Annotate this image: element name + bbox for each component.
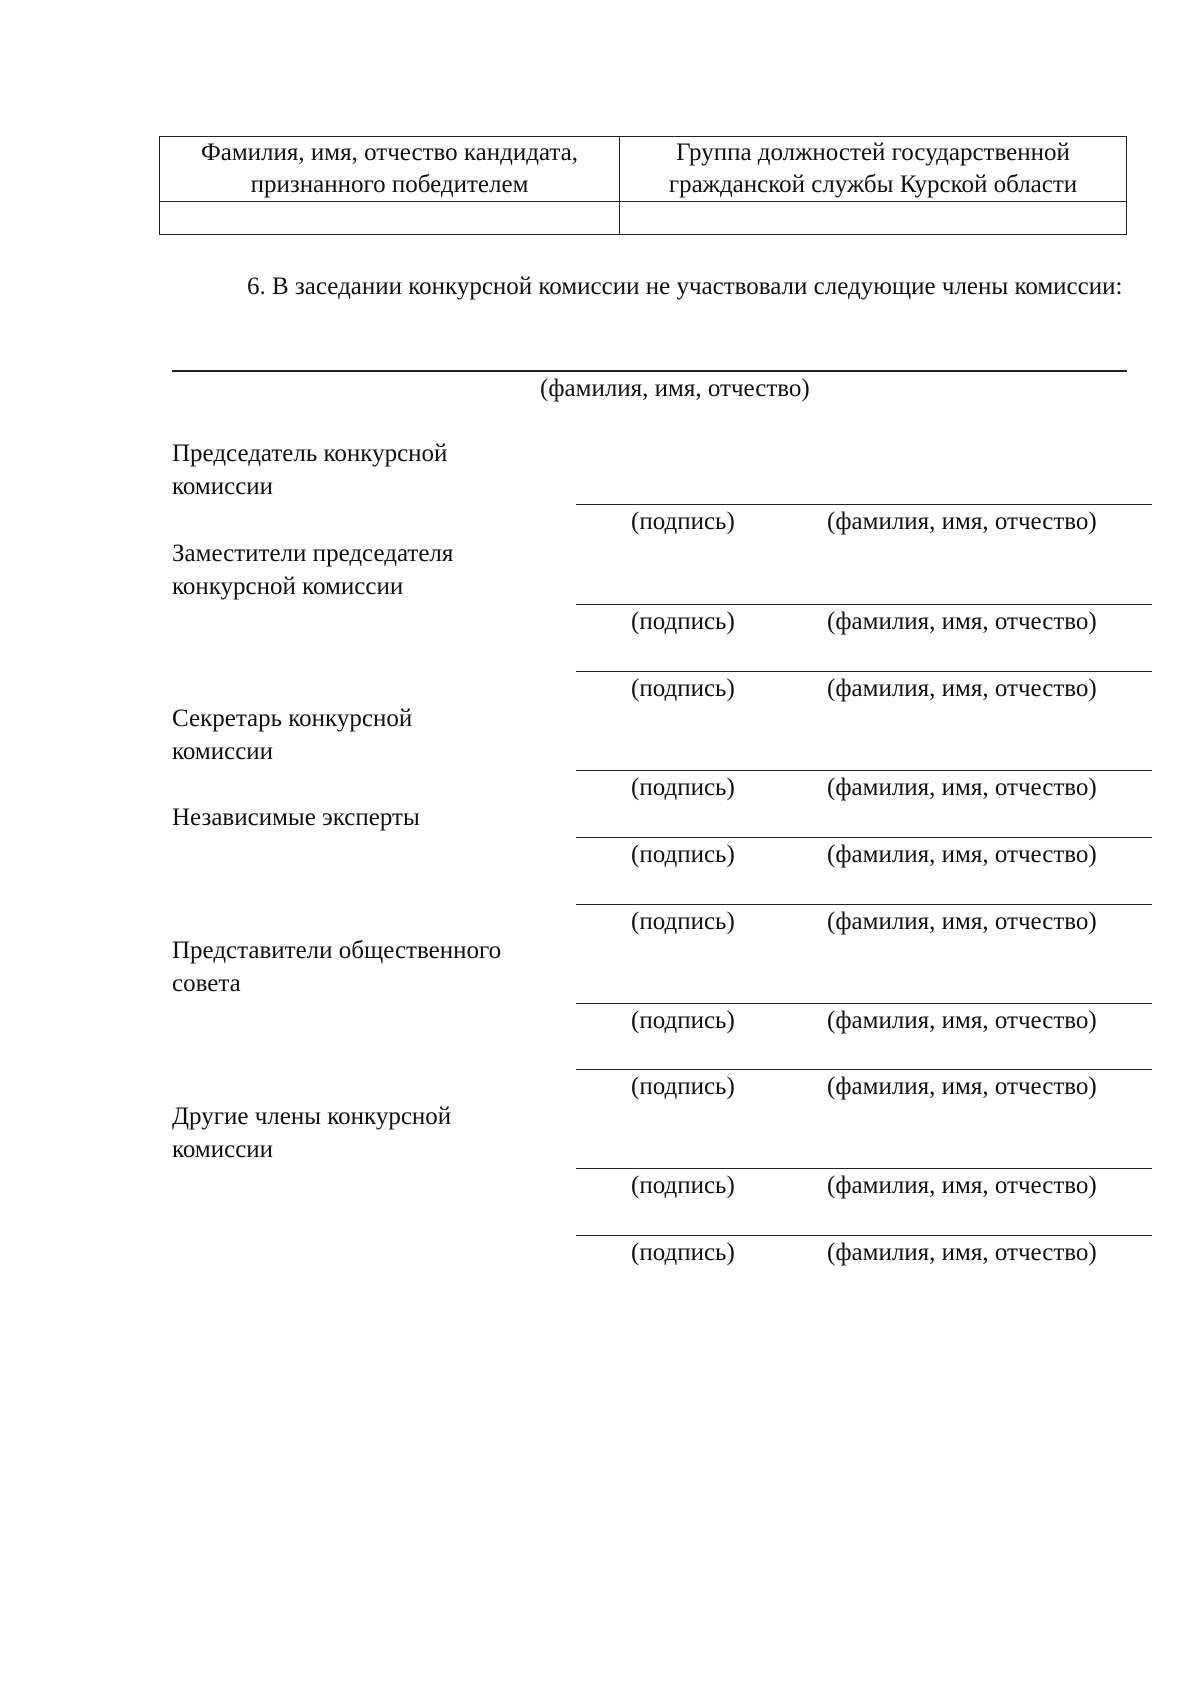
signature-caption: (подпись) bbox=[631, 508, 735, 535]
signature-caption: (подпись) bbox=[631, 1239, 735, 1266]
signature-line bbox=[576, 1235, 1152, 1236]
table-header-candidate: Фамилия, имя, отчество кандидата, признанного победителем bbox=[160, 137, 620, 202]
fio-caption: (фамилия, имя, отчество) bbox=[827, 841, 1097, 868]
signature-line bbox=[576, 1003, 1152, 1004]
signature-caption: (подпись) bbox=[631, 608, 735, 635]
role-label-independent-experts: Независимые эксперты bbox=[172, 804, 420, 831]
signature-line bbox=[576, 837, 1152, 838]
signature-line bbox=[576, 1168, 1152, 1169]
signature-line bbox=[576, 604, 1152, 605]
signature-caption: (подпись) bbox=[631, 908, 735, 935]
role-label-other-members: Другие члены конкурсной комиссии bbox=[172, 1103, 452, 1163]
absent-members-line bbox=[172, 370, 1127, 372]
table-row bbox=[160, 202, 1127, 235]
table-header-row bbox=[160, 137, 1127, 202]
signature-caption: (подпись) bbox=[631, 1172, 735, 1199]
signature-line bbox=[576, 671, 1152, 672]
fio-caption: (фамилия, имя, отчество) bbox=[827, 774, 1097, 801]
fio-caption: (фамилия, имя, отчество) bbox=[827, 608, 1097, 635]
signature-line bbox=[576, 770, 1152, 771]
role-label-deputy-chairmen: Заместители председателя конкурсной комиссии bbox=[172, 540, 454, 600]
fio-caption: (фамилия, имя, отчество) bbox=[827, 1239, 1097, 1266]
signature-caption: (подпись) bbox=[631, 1073, 735, 1100]
fio-caption: (фамилия, имя, отчество) bbox=[827, 675, 1097, 702]
fio-caption: (фамилия, имя, отчество) bbox=[827, 508, 1097, 535]
table-cell-candidate bbox=[160, 202, 620, 235]
winner-table bbox=[159, 136, 1127, 235]
fio-caption: (фамилия, имя, отчество) bbox=[827, 1172, 1097, 1199]
signature-caption: (подпись) bbox=[631, 774, 735, 801]
fio-caption: (фамилия, имя, отчество) bbox=[827, 1007, 1097, 1034]
table-header-position-group: Группа должностей государственной гражданской службы Курской области bbox=[620, 137, 1127, 202]
absent-members-caption: (фамилия, имя, отчество) bbox=[540, 375, 810, 402]
signature-caption: (подпись) bbox=[631, 675, 735, 702]
section-6-paragraph: 6. В заседании конкурсной комиссии не участвовали следующие члены комиссии: bbox=[247, 273, 1123, 300]
signature-caption: (подпись) bbox=[631, 1007, 735, 1034]
table-cell-position-group bbox=[620, 202, 1127, 235]
signature-line bbox=[576, 904, 1152, 905]
role-label-public-council: Представители общественного совета bbox=[172, 937, 502, 997]
signature-line bbox=[576, 504, 1152, 505]
signature-caption: (подпись) bbox=[631, 841, 735, 868]
role-label-secretary: Секретарь конкурсной комиссии bbox=[172, 705, 413, 765]
fio-caption: (фамилия, имя, отчество) bbox=[827, 908, 1097, 935]
fio-caption: (фамилия, имя, отчество) bbox=[827, 1073, 1097, 1100]
role-label-chairman: Председатель конкурсной комиссии bbox=[172, 440, 448, 500]
signature-line bbox=[576, 1069, 1152, 1070]
